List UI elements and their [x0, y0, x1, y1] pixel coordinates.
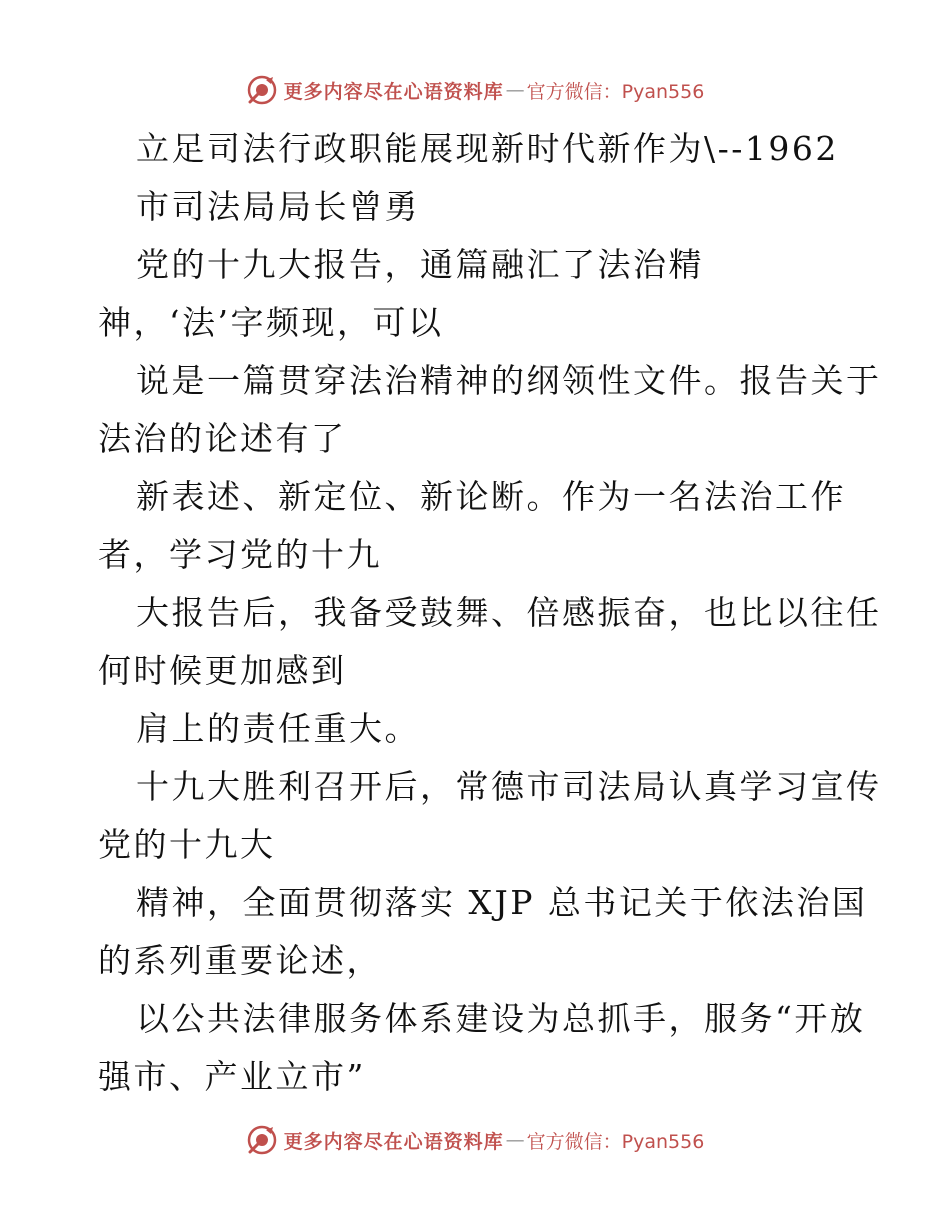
watermark-tail-text: 官方微信：Pyan556	[526, 80, 705, 103]
text-line: 以公共法律服务体系建设为总抓手，服务“开放	[136, 999, 866, 1038]
text-line: 的系列重要论述，	[98, 941, 382, 980]
text-line: 者，学习党的十九	[98, 535, 382, 574]
text-line: 肩上的责任重大。	[136, 709, 420, 748]
header-watermark	[0, 70, 950, 110]
text-line: 法治的论述有了	[98, 419, 347, 458]
text-line: 说是一篇贯穿法治精神的纲领性文件。报告关于	[136, 361, 882, 400]
text-line: 精神，全面贯彻落实 XJP 总书记关于依法治国	[136, 883, 868, 922]
pen-logo-icon	[246, 74, 278, 106]
text-line: 党的十九大	[98, 825, 276, 864]
footer-watermark	[0, 1120, 950, 1160]
text-line: 党的十九大报告，通篇融汇了法治精	[136, 245, 704, 284]
text-line: 十九大胜利召开后，常德市司法局认真学习宣传	[136, 767, 882, 806]
watermark-tail-text: 官方微信：Pyan556	[526, 1130, 705, 1153]
watermark-main-text: 更多内容尽在心语资料库	[283, 80, 504, 103]
text-line: 立足司法行政职能展现新时代新作为\--1962	[136, 129, 839, 168]
text-line: 大报告后，我备受鼓舞、倍感振奋，也比以往任	[136, 593, 882, 632]
watermark-dash: —	[505, 79, 525, 101]
document-body	[98, 120, 882, 1106]
text-line: 新表述、新定位、新论断。作为一名法治工作	[136, 477, 846, 516]
watermark-dash: —	[505, 1129, 525, 1151]
watermark-main-text: 更多内容尽在心语资料库	[283, 1130, 504, 1153]
pen-logo-icon	[246, 1124, 278, 1156]
text-line: 强市、产业立市”	[98, 1057, 366, 1096]
text-line: 市司法局局长曾勇	[136, 187, 420, 226]
text-line: 何时候更加感到	[98, 651, 347, 690]
text-line: 神，‘法’字频现，可以	[98, 303, 444, 342]
